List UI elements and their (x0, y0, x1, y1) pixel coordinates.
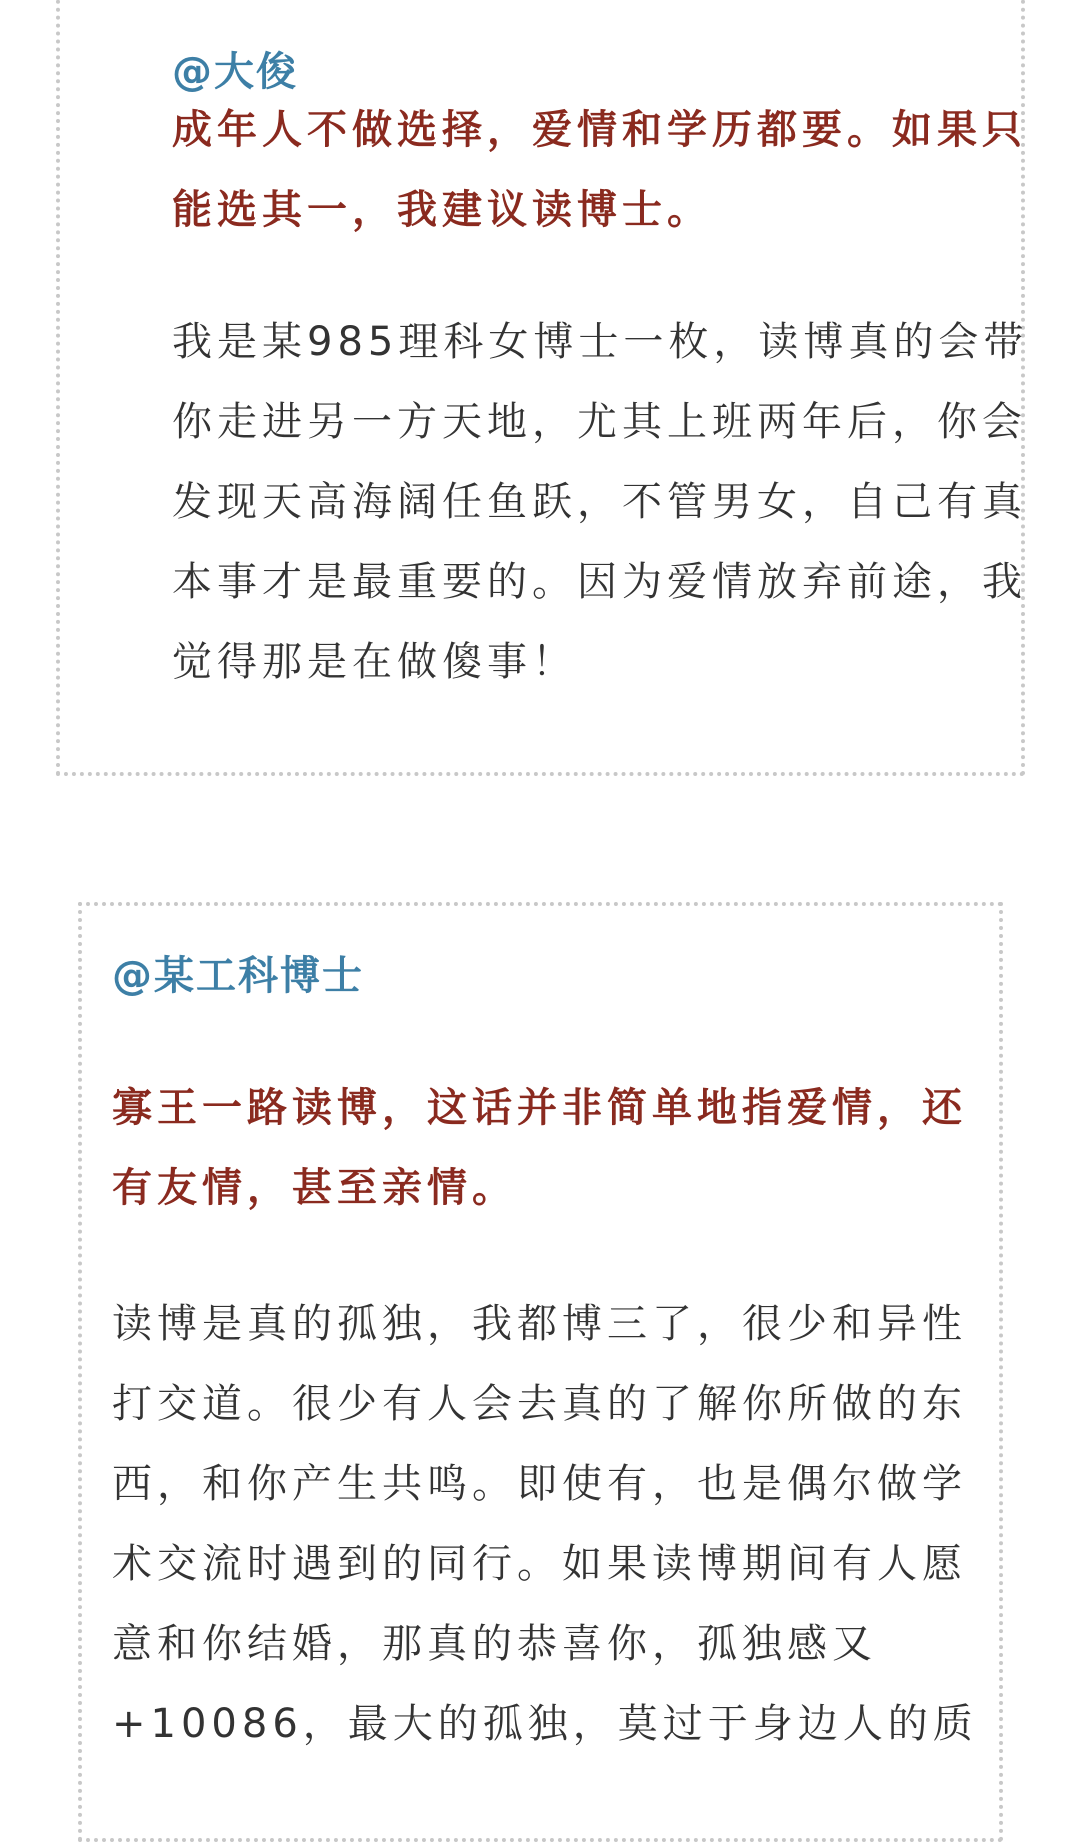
quote-line: 能选其一，我建议读博士。 (172, 187, 712, 233)
quote-line: 成年人不做选择，爱情和学历都要。如果只 (172, 107, 1027, 153)
body-line: 我是某985理科女博士一枚，读博真的会带 (172, 319, 1029, 365)
body-line: 西，和你产生共鸣。即使有，也是偶尔做学 (112, 1461, 967, 1507)
body-line: 你走进另一方天地，尤其上班两年后，你会 (172, 399, 1027, 445)
post-body (112, 1284, 978, 1764)
post-card (56, 0, 1029, 776)
body-line: 读博是真的孤独，我都博三了，很少和异性 (112, 1301, 967, 1347)
body-line: 打交道。很少有人会去真的了解你所做的东 (112, 1381, 967, 1427)
post-body (172, 302, 1032, 702)
body-line: 本事才是最重要的。因为爱情放弃前途，我 (172, 559, 1027, 605)
highlight-quote (172, 90, 1032, 250)
quote-line: 寡王一路读博，这话并非简单地指爱情，还 (112, 1085, 967, 1131)
body-line: +10086，最大的孤独，莫过于身边人的质 (112, 1701, 978, 1747)
author-name[interactable]: @某工科博士 (112, 953, 364, 999)
post-card (78, 902, 1003, 1842)
quote-line: 有友情，甚至亲情。 (112, 1165, 517, 1211)
body-line: 觉得那是在做傻事！ (172, 639, 577, 685)
body-line: 发现天高海阔任鱼跃，不管男女，自己有真 (172, 479, 1027, 525)
author-name[interactable]: @大俊 (172, 49, 298, 95)
body-line: 术交流时遇到的同行。如果读博期间有人愿 (112, 1541, 967, 1587)
body-line: 意和你结婚，那真的恭喜你，孤独感又 (112, 1621, 877, 1667)
highlight-quote (112, 1068, 972, 1228)
